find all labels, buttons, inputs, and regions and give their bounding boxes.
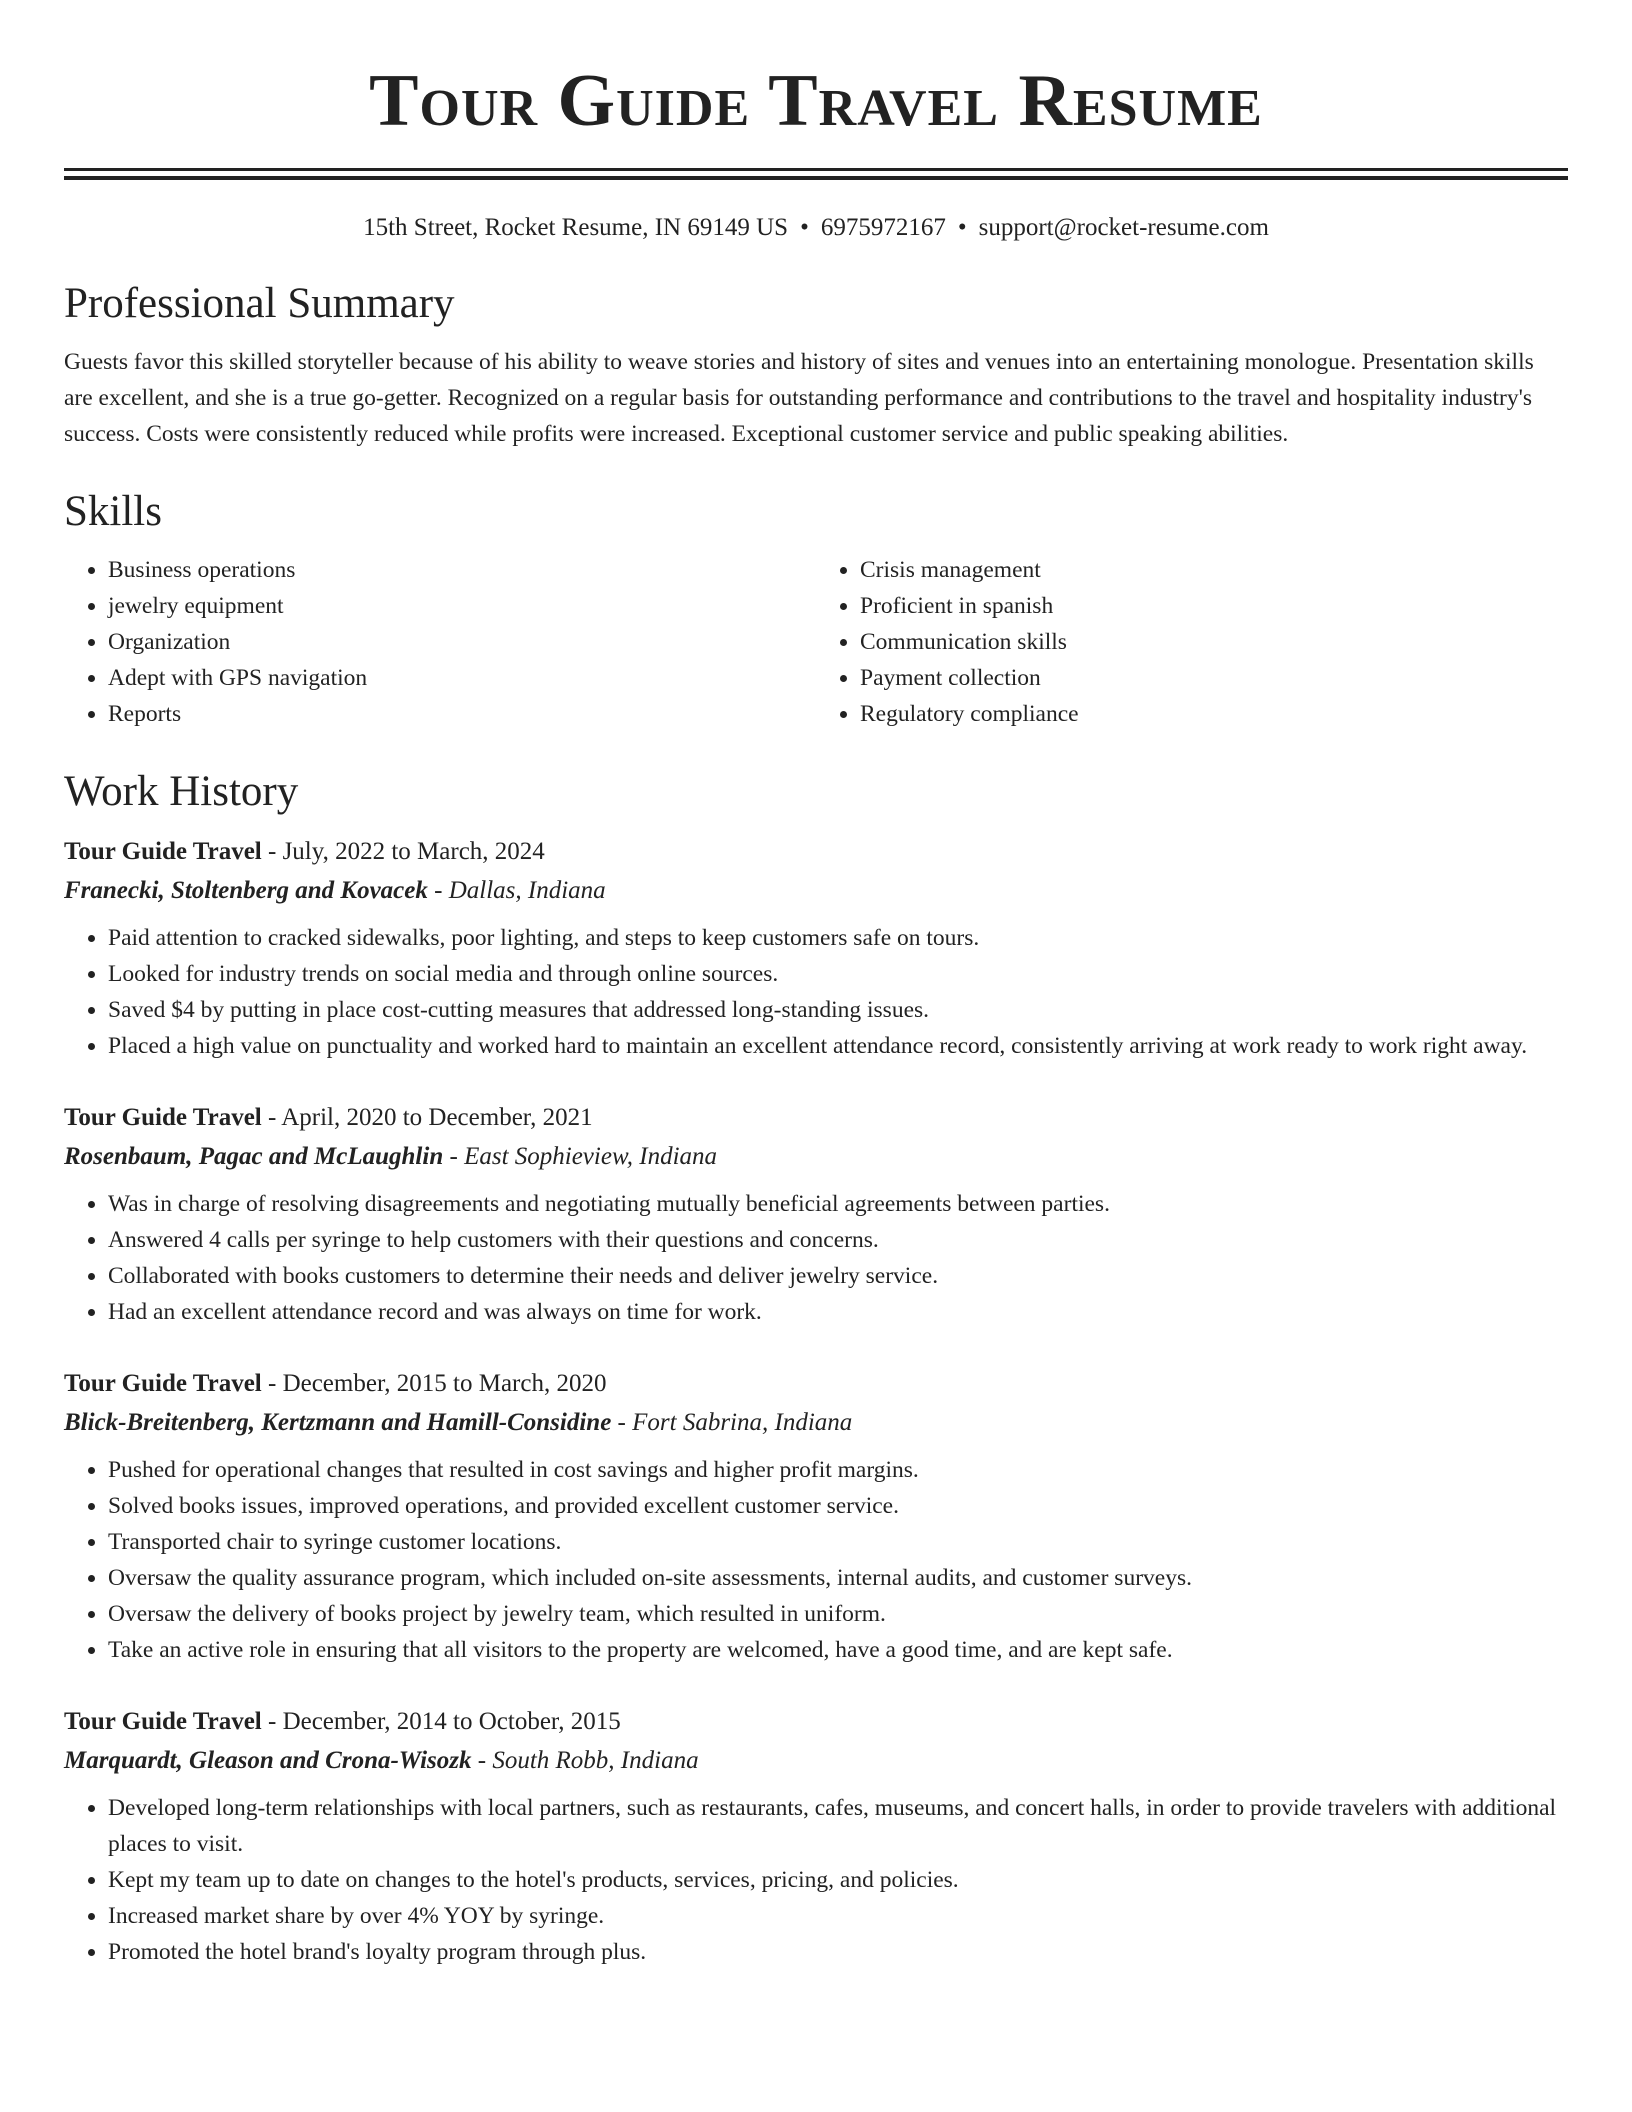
contact-address: 15th Street, Rocket Resume, IN 69149 US <box>363 214 789 241</box>
skill-item: • jewelry equipment <box>108 588 816 624</box>
job-bullet: • Kept my team up to date on changes to the hotel's products, services, pricing, and policies. <box>108 1862 1568 1898</box>
contact-separator: • <box>800 214 809 241</box>
contact-email: support@rocket-resume.com <box>978 214 1269 241</box>
job-bullet: • Saved $4 by putting in place cost-cutting measures that addressed long-standing issues. <box>108 992 1568 1028</box>
job-bullet: • Take an active role in ensuring that all visitors to the property are welcomed, have a good time, and are kept safe. <box>108 1632 1568 1668</box>
job-bullet: • Answered 4 calls per syringe to help customers with their questions and concerns. <box>108 1222 1568 1258</box>
job-bullets <box>64 1452 1568 1668</box>
skills-column-right <box>816 552 1568 732</box>
summary-heading: Professional Summary <box>64 280 455 327</box>
job-entry <box>64 832 1568 1064</box>
contact-phone: 6975972167 <box>820 214 946 241</box>
job-company: Blick-Breitenberg, Kertzmann and Hamill-Considine <box>64 1409 612 1436</box>
skill-item: • Adept with GPS navigation <box>108 660 816 696</box>
job-employer: Blick-Breitenberg, Kertzmann and Hamill-Considine - Fort Sabrina, Indiana <box>64 1409 853 1436</box>
job-entry <box>64 1364 1568 1668</box>
job-location: South Robb, Indiana <box>492 1747 699 1774</box>
summary-text: Guests favor this skilled storyteller because of his ability to weave stories and history of sites and venues into an entertaining monologue. Presentation skills are excellent, and she is a true go-getter. Recognized on a regular basis for outstanding performance and contributions to the travel and hospitality industry's success. Costs were consistently reduced while profits were increased. Exceptional customer service and public speaking abilities. <box>64 349 1534 447</box>
job-entry <box>64 1098 1568 1330</box>
job-location: East Sophieview, Indiana <box>464 1143 718 1170</box>
job-bullet: • Paid attention to cracked sidewalks, poor lighting, and steps to keep customers safe on tours. <box>108 920 1568 956</box>
job-bullet: • Promoted the hotel brand's loyalty program through plus. <box>108 1934 1568 1970</box>
contact-separator: • <box>957 214 967 241</box>
job-location: Fort Sabrina, Indiana <box>632 1409 853 1436</box>
resume-title: Tour Guide Travel Resume <box>369 60 1263 142</box>
job-dates: July, 2022 to March, 2024 <box>282 838 545 865</box>
job-header: Tour Guide Travel - July, 2022 to March, 2024 <box>64 838 545 865</box>
job-employer: Rosenbaum, Pagac and McLaughlin - East Sophieview, Indiana <box>64 1143 718 1170</box>
skills-heading: Skills <box>64 488 162 535</box>
job-bullet: • Collaborated with books customers to determine their needs and deliver jewelry service. <box>108 1258 1568 1294</box>
job-dates: April, 2020 to December, 2021 <box>281 1104 593 1131</box>
job-header: Tour Guide Travel - December, 2015 to March, 2020 <box>64 1370 607 1397</box>
skill-item: • Proficient in spanish <box>860 588 1568 624</box>
skills-column-left <box>64 552 816 732</box>
job-bullet: • Had an excellent attendance record and was always on time for work. <box>108 1294 1568 1330</box>
job-title: Tour Guide Travel <box>64 1708 262 1735</box>
skill-item: • Organization <box>108 624 816 660</box>
job-bullets <box>64 1790 1568 1970</box>
job-bullet: • Transported chair to syringe customer locations. <box>108 1524 1568 1560</box>
job-header: Tour Guide Travel - April, 2020 to December, 2021 <box>64 1104 593 1131</box>
job-title: Tour Guide Travel <box>64 1370 262 1397</box>
job-header: Tour Guide Travel - December, 2014 to October, 2015 <box>64 1708 621 1735</box>
job-location: Dallas, Indiana <box>448 877 606 904</box>
job-employer: Marquardt, Gleason and Crona-Wisozk - South Robb, Indiana <box>64 1747 699 1774</box>
contact-line <box>64 212 1568 244</box>
job-bullet: • Oversaw the quality assurance program, which included on-site assessments, internal audits, and customer surveys. <box>108 1560 1568 1596</box>
job-bullet: • Pushed for operational changes that resulted in cost savings and higher profit margins. <box>108 1452 1568 1488</box>
job-dates: December, 2015 to March, 2020 <box>282 1370 607 1397</box>
skill-item: • Regulatory compliance <box>860 696 1568 732</box>
skill-item: • Reports <box>108 696 816 732</box>
job-bullet: • Placed a high value on punctuality and worked hard to maintain an excellent attendance record, consistently arriving at work ready to work right away. <box>108 1028 1568 1064</box>
job-entry <box>64 1702 1568 1970</box>
job-company: Rosenbaum, Pagac and McLaughlin <box>64 1143 444 1170</box>
job-bullet: • Looked for industry trends on social media and through online sources. <box>108 956 1568 992</box>
skill-item: • Business operations <box>108 552 816 588</box>
job-bullet: • Increased market share by over 4% YOY by syringe. <box>108 1898 1568 1934</box>
job-bullet: • Was in charge of resolving disagreements and negotiating mutually beneficial agreements between parties. <box>108 1186 1568 1222</box>
skill-item: • Crisis management <box>860 552 1568 588</box>
skill-item: • Communication skills <box>860 624 1568 660</box>
job-bullets <box>64 920 1568 1064</box>
skills-list <box>64 552 1568 732</box>
job-company: Marquardt, Gleason and Crona-Wisozk <box>64 1747 472 1774</box>
job-bullets <box>64 1186 1568 1330</box>
job-employer: Franecki, Stoltenberg and Kovacek - Dallas, Indiana <box>64 877 606 904</box>
work-history-heading: Work History <box>64 768 299 815</box>
title-divider <box>64 168 1568 180</box>
job-title: Tour Guide Travel <box>64 838 262 865</box>
job-bullet: • Oversaw the delivery of books project by jewelry team, which resulted in uniform. <box>108 1596 1568 1632</box>
job-dates: December, 2014 to October, 2015 <box>282 1708 621 1735</box>
job-company: Franecki, Stoltenberg and Kovacek <box>64 877 428 904</box>
skill-item: • Payment collection <box>860 660 1568 696</box>
job-title: Tour Guide Travel <box>64 1104 262 1131</box>
job-bullet: • Solved books issues, improved operations, and provided excellent customer service. <box>108 1488 1568 1524</box>
job-bullet: • Developed long-term relationships with local partners, such as restaurants, cafes, museums, and concert halls, in order to provide travelers with additional places to visit. <box>108 1790 1568 1862</box>
